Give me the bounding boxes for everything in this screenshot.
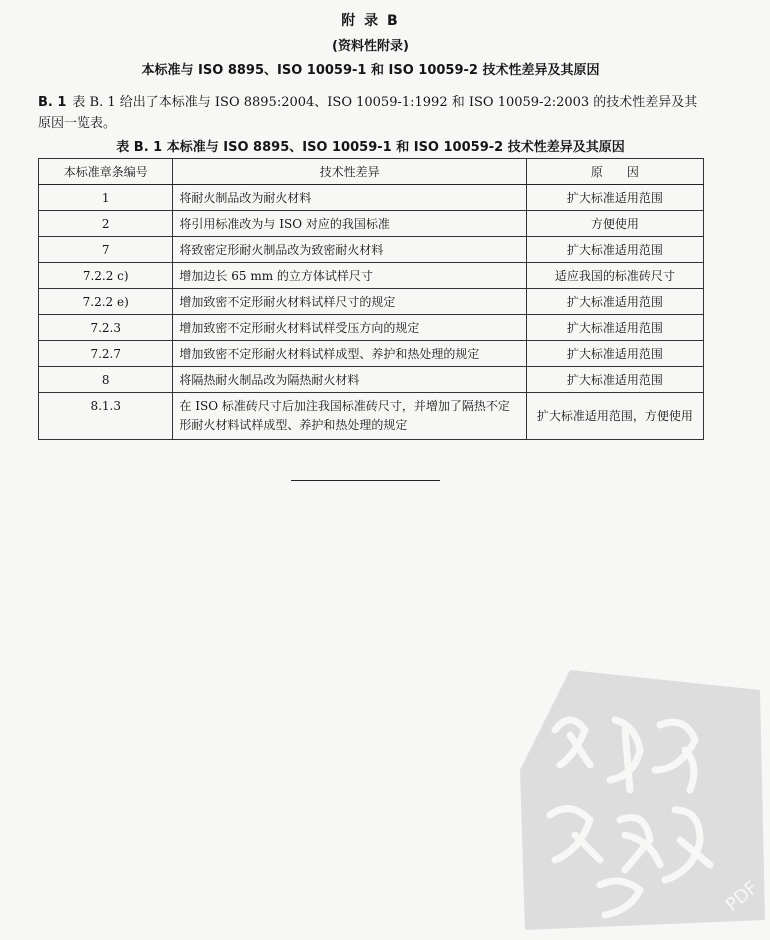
cell-clause: 7.2.7 xyxy=(39,341,173,367)
cell-clause: 7 xyxy=(39,237,173,263)
header-difference: 技术性差异 xyxy=(173,159,526,185)
cell-difference: 增加致密不定形耐火材料试样成型、养护和热处理的规定 xyxy=(173,341,526,367)
watermark-seal xyxy=(510,650,770,940)
cell-clause: 1 xyxy=(39,185,173,211)
table-row xyxy=(39,289,704,315)
intro-paragraph xyxy=(38,92,706,134)
cell-clause: 8 xyxy=(39,367,173,393)
cell-difference: 增加致密不定形耐火材料试样尺寸的规定 xyxy=(173,289,526,315)
table-row xyxy=(39,263,704,289)
cell-reason: 适应我国的标准砖尺寸 xyxy=(526,263,703,289)
clause-number: B. 1 xyxy=(38,95,67,110)
cell-difference: 将致密定形耐火制品改为致密耐火材料 xyxy=(173,237,526,263)
cell-clause: 7.2.2 c) xyxy=(39,263,173,289)
cell-reason: 扩大标准适用范围 xyxy=(526,315,703,341)
table-title: 表 B. 1 本标准与 ISO 8895、ISO 10059-1 和 ISO 10059-2 技术性差异及其原因 xyxy=(116,140,625,155)
cell-reason: 扩大标准适用范围 xyxy=(526,367,703,393)
end-rule xyxy=(291,480,440,481)
cell-reason: 扩大标准适用范围 xyxy=(526,185,703,211)
cell-difference: 增加致密不定形耐火材料试样受压方向的规定 xyxy=(173,315,526,341)
table-row xyxy=(39,237,704,263)
cell-reason: 扩大标准适用范围 xyxy=(526,341,703,367)
table-row xyxy=(39,185,704,211)
table-header-row xyxy=(39,159,704,185)
cell-reason: 方便使用 xyxy=(526,211,703,237)
table-row xyxy=(39,341,704,367)
cell-clause: 8.1.3 xyxy=(39,393,173,440)
cell-reason: 扩大标准适用范围，方便使用 xyxy=(526,393,703,440)
differences-table xyxy=(38,158,704,440)
annex-heading: 本标准与 ISO 8895、ISO 10059-1 和 ISO 10059-2 技术性差异及其原因 xyxy=(141,63,600,78)
watermark-text: PDF xyxy=(721,877,763,916)
table-row xyxy=(39,393,704,440)
cell-difference: 增加边长 65 mm 的立方体试样尺寸 xyxy=(173,263,526,289)
cell-difference: 在 ISO 标准砖尺寸后加注我国标准砖尺寸，并增加了隔热不定形耐火材料试样成型、养护和热处理的规定 xyxy=(173,393,526,440)
cell-clause: 2 xyxy=(39,211,173,237)
paragraph-text: 表 B. 1 给出了本标准与 ISO 8895:2004、ISO 10059-1:1992 和 ISO 10059-2:2003 的技术性差异及其原因一览表。 xyxy=(38,95,698,131)
annex-title: 附 录 B xyxy=(341,13,400,29)
header-reason: 原 因 xyxy=(526,159,703,185)
table-row xyxy=(39,315,704,341)
cell-clause: 7.2.3 xyxy=(39,315,173,341)
cell-reason: 扩大标准适用范围 xyxy=(526,237,703,263)
header-clause: 本标准章条编号 xyxy=(39,159,173,185)
cell-difference: 将隔热耐火制品改为隔热耐火材料 xyxy=(173,367,526,393)
annex-subtitle: (资料性附录) xyxy=(332,39,409,54)
cell-difference: 将耐火制品改为耐火材料 xyxy=(173,185,526,211)
cell-reason: 扩大标准适用范围 xyxy=(526,289,703,315)
table-row xyxy=(39,367,704,393)
cell-difference: 将引用标准改为与 ISO 对应的我国标准 xyxy=(173,211,526,237)
cell-clause: 7.2.2 e) xyxy=(39,289,173,315)
table-row xyxy=(39,211,704,237)
